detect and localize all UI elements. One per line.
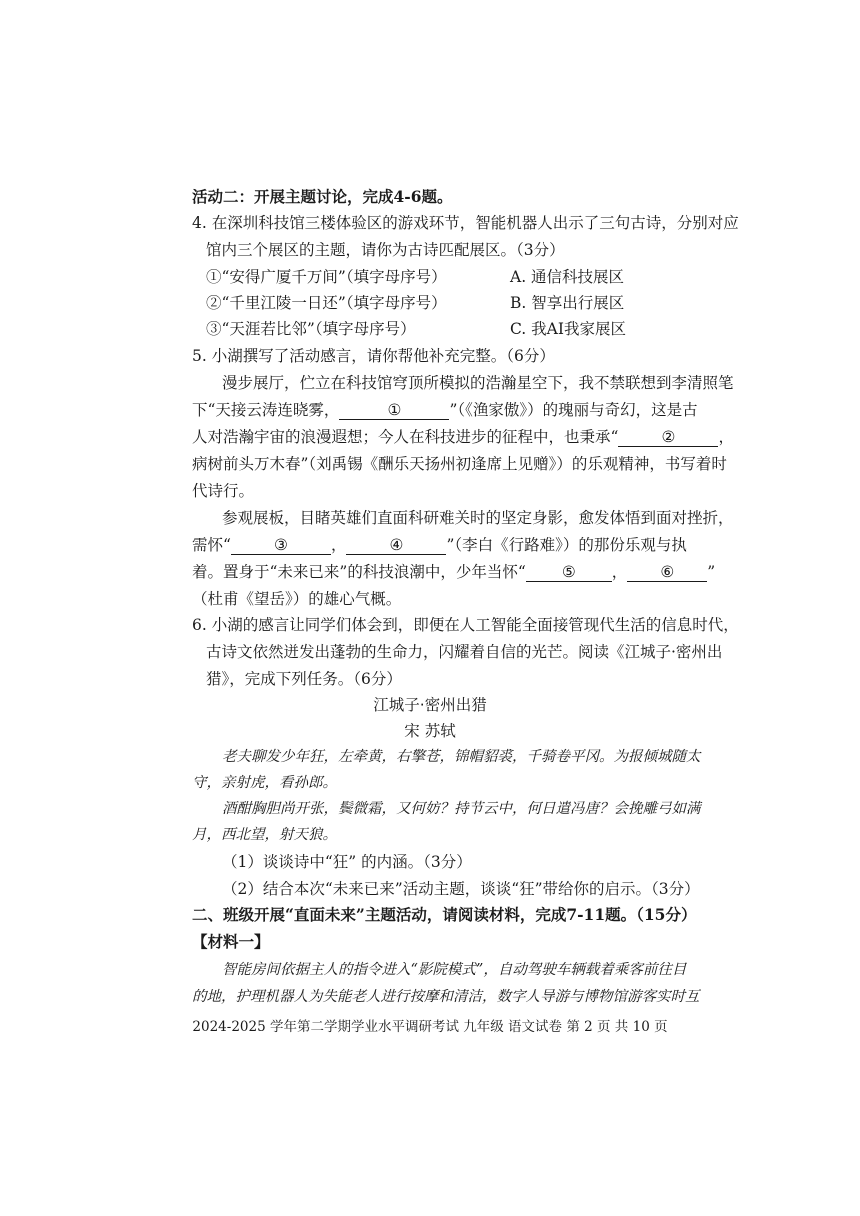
q4-item-2: ②“千里江陵一日还”（填字母序号） xyxy=(206,294,447,312)
material-1-heading: 【材料一】 xyxy=(192,932,270,951)
task-1: （1）谈谈诗中“狂” 的内涵。（3分） xyxy=(222,853,472,871)
q4-item-1: ①“安得广厦千万间”（填字母序号） xyxy=(206,268,447,286)
blank-4: ④ xyxy=(346,536,446,555)
q5-p2b-pre: 需怀“ xyxy=(192,536,231,554)
section-2-heading: 二、班级开展“直面未来”主题活动，请阅读材料，完成7-11题。（15分） xyxy=(192,905,697,924)
activity-heading: 活动二：开展主题讨论，完成4-6题。 xyxy=(192,187,453,206)
q6-line1: 6. 小湖的感言让同学们体会到，即便在人工智能全面接管现代生活的信息时代， xyxy=(192,616,739,634)
q5-p2b-mid: ， xyxy=(330,536,347,554)
q5-p2c-post: ” xyxy=(707,563,716,581)
poem-line-2: 守，亲射虎，看孙郎。 xyxy=(192,775,337,791)
q5-p1b xyxy=(192,399,698,421)
poem-line-4: 月，西北望，射天狼。 xyxy=(192,827,337,843)
material-1-line-2: 的地，护理机器人为失能老人进行按摩和清洁，数字人导游与博物馆游客实时互 xyxy=(192,989,700,1005)
q5-p2c-mid: ， xyxy=(611,563,628,581)
poem-line-3: 酒酣胸胆尚开张，鬓微霜，又何妨？持节云中，何日遣冯唐？会挽雕弓如满 xyxy=(222,801,701,817)
q4-option-a: A. 通信科技展区 xyxy=(510,268,625,286)
blank-2: ② xyxy=(618,428,718,447)
q5-p2a: 参观展板，目睹英雄们直面科研难关时的坚定身影，愈发体悟到面对挫折， xyxy=(222,509,734,527)
q6-line2: 古诗文依然迸发出蓬勃的生命力，闪耀着自信的光芒。阅读《江城子·密州出 xyxy=(206,643,723,661)
q5-p2b-post: ”（李白《行路难》）的那份乐观与执 xyxy=(446,536,687,554)
blank-5: ⑤ xyxy=(526,563,612,582)
material-1-line-1: 智能房间依据主人的指令进入“影院模式”，自动驾驶车辆载着乘客前往目 xyxy=(222,962,687,978)
blank-3: ③ xyxy=(231,536,331,555)
q5-p1b-pre: 下“天接云涛连晓雾， xyxy=(192,401,340,419)
q5-p2c xyxy=(192,561,715,583)
page-footer: 2024-2025 学年第二学期学业水平调研考试 九年级 语文试卷 第 2 页 共 10 页 xyxy=(192,1019,668,1035)
q5-p1c-pre: 人对浩瀚宇宙的浪漫遐想；今人在科技进步的征程中，也秉承“ xyxy=(192,428,619,446)
q5-p2c-pre: 着。置身于“未来已来”的科技浪潮中，少年当怀“ xyxy=(192,563,526,581)
blank-6: ⑥ xyxy=(627,563,707,582)
q4-option-c: C. 我AI我家展区 xyxy=(510,320,626,338)
poem-author: 宋 苏轼 xyxy=(404,722,456,740)
q4-item-3: ③“天涯若比邻”（填字母序号） xyxy=(206,320,416,338)
q5-p1c xyxy=(192,426,734,448)
q5-p1c-post: ， xyxy=(718,428,734,446)
q6-line3: 猎》，完成下列任务。（6分） xyxy=(206,670,402,688)
q4-option-b: B. 智享出行展区 xyxy=(510,294,625,312)
q5-p1a: 漫步展厅，伫立在科技馆穹顶所模拟的浩瀚星空下，我不禁联想到李清照笔 xyxy=(222,374,734,392)
q5-p1b-post: ”（《渔家傲》）的瑰丽与奇幻，这是古 xyxy=(449,401,698,419)
blank-1: ① xyxy=(339,401,449,420)
poem-line-1: 老夫聊发少年狂，左牵黄，右擎苍，锦帽貂裘，千骑卷平冈。为报倾城随太 xyxy=(222,749,701,765)
q4-line1: 4. 在深圳科技馆三楼体验区的游戏环节，智能机器人出示了三句古诗，分别对应 xyxy=(192,214,739,232)
q5-p2b xyxy=(192,534,687,556)
q5-p1e: 代诗行。 xyxy=(192,482,255,500)
task-2: （2）结合本次“未来已来”活动主题，谈谈“狂”带给你的启示。（3分） xyxy=(222,880,700,898)
q5-p1d: 病树前头万木春”（刘禹锡《酬乐天扬州初逢席上见赠》）的乐观精神，书写着时 xyxy=(192,455,727,473)
q5-line1: 5. 小湖撰写了活动感言，请你帮他补充完整。（6分） xyxy=(192,347,555,365)
q5-p2d: （杜甫《望岳》）的雄心气概。 xyxy=(192,590,402,608)
poem-title: 江城子·密州出猎 xyxy=(373,696,487,714)
q4-line2: 馆内三个展区的主题，请你为古诗匹配展区。（3分） xyxy=(206,241,565,259)
